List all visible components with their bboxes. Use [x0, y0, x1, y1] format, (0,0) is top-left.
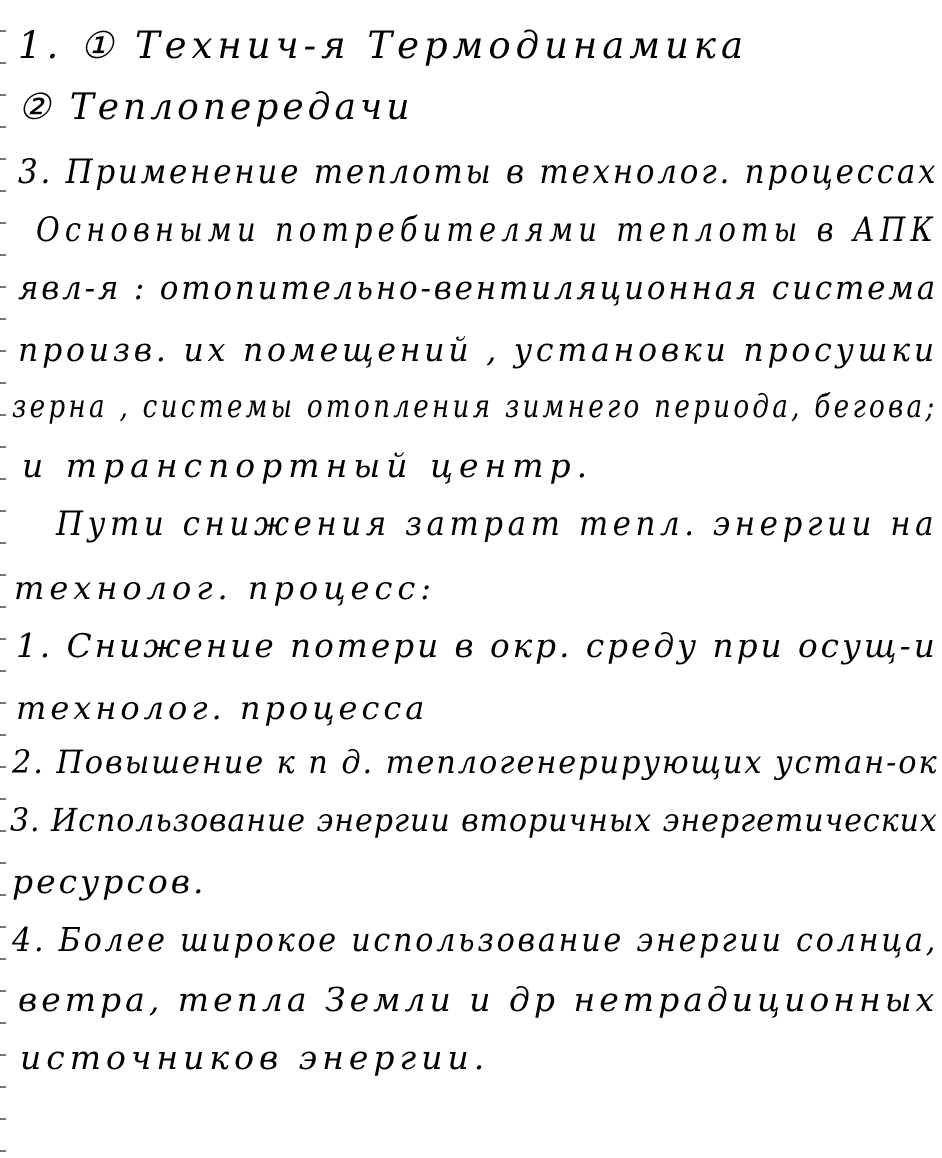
note-line-8: и транспортный центр.: [22, 446, 594, 485]
note-line-5: явл-я : отопительно-вентиляционная система: [18, 268, 939, 307]
note-line-9: Пути снижения затрат тепл. энергии на: [56, 504, 939, 544]
note-line-12: технолог. процесса: [16, 689, 429, 727]
left-margin-scan-marks: [0, 0, 6, 1158]
note-line-7: зерна , системы отопления зимнего периода, бегова;: [12, 387, 938, 425]
note-line-17: ветра, тепла Земли и др нетрадиционных: [18, 980, 939, 1019]
note-line-3: 3. Применение теплоты в технолог. процессах: [18, 152, 939, 192]
note-line-15: ресурсов.: [12, 862, 207, 901]
note-line-2: ② Теплопередачи: [18, 87, 414, 128]
note-line-1: 1. ① Технич-я Термодинамика: [18, 24, 748, 67]
note-line-6: произв. их помещений , установки просушки: [18, 330, 938, 369]
note-line-16: 4. Более широкое использование энергии солнца,: [12, 920, 939, 959]
note-line-13: 2. Повышение к п д. теплогенерирующих устан-ок: [12, 743, 939, 781]
note-line-18: источников энергии.: [20, 1038, 490, 1077]
note-line-14: 3. Использование энергии вторичных энергетических: [10, 801, 938, 839]
note-line-4: Основными потребителями теплоты в АПК: [36, 210, 938, 250]
note-line-11: 1. Снижение потери в окр. среду при осущ-и: [16, 626, 938, 665]
note-line-10: технолог. процесс:: [14, 569, 437, 607]
